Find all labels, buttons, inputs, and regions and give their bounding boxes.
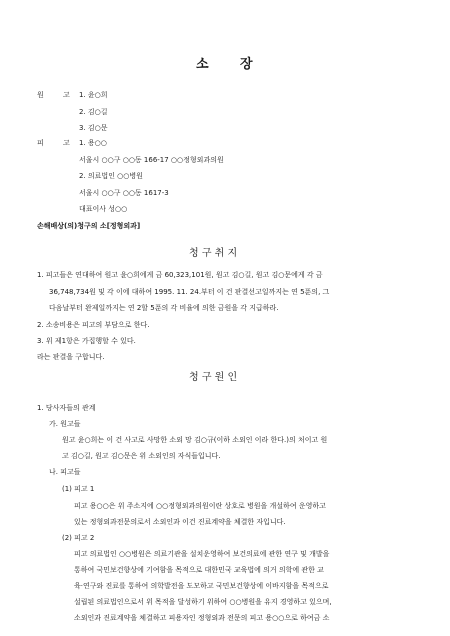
case-name: 손해배상(의)청구의 소[정형외과] bbox=[37, 222, 141, 230]
document-title-char-1: 소 bbox=[196, 57, 209, 72]
claim-purpose-line: 1. 피고들은 연대하여 원고 윤○희에게 금 60,323,101원, 원고 김○길, 원고 김○문에게 각 금 bbox=[37, 271, 323, 279]
plaintiff-1: 1. 윤○희 bbox=[79, 91, 108, 99]
claim-cause-line: 나. 피고들 bbox=[49, 468, 81, 476]
claim-cause-line: 피고 용○○은 위 주소지에 ○○정형외과의원이란 상호로 병원을 개설하여 운영하고 bbox=[74, 502, 326, 510]
claim-purpose-line: 36,748,734원 및 각 이에 대하여 1995. 11. 24.부터 이 건 판결선고일까지는 연 5푼의, 그 bbox=[49, 288, 330, 296]
claim-cause-line: 가. 원고들 bbox=[49, 420, 81, 428]
plaintiff-2: 2. 김○길 bbox=[79, 108, 108, 116]
defendant-2-representative: 대표이사 성○○ bbox=[79, 205, 128, 213]
claim-cause-line: 있는 정형외과전문의로서 소외인과 이건 진료계약을 체결한 자입니다. bbox=[74, 518, 286, 526]
defendant-label-1: 피 bbox=[37, 139, 44, 147]
document-title-char-2: 장 bbox=[240, 57, 253, 72]
defendant-2-address: 서울시 ○○구 ○○동 1617-3 bbox=[79, 189, 169, 197]
claim-cause-line: 피고 의료법인 ○○병원은 의료기관을 설치운영하여 보건의료에 관한 연구 및 개발을 bbox=[74, 550, 330, 558]
plaintiff-3: 3. 김○문 bbox=[79, 124, 108, 132]
claim-cause-line: 설립된 의료법인으로서 위 목적을 달성하기 위하여 ○○병원을 유지 경영하고 있으며, bbox=[74, 598, 332, 606]
claim-purpose-line: 라는 판결을 구합니다. bbox=[37, 353, 105, 361]
plaintiff-label-2: 고 bbox=[63, 91, 70, 99]
claim-purpose-heading: 청 구 취 지 bbox=[189, 248, 238, 259]
claim-cause-line: 1. 당사자들의 관계 bbox=[37, 404, 96, 412]
claim-purpose-line: 2. 소송비용은 피고의 부담으로 한다. bbox=[37, 321, 150, 329]
defendant-label-2: 고 bbox=[63, 139, 70, 147]
plaintiff-label-1: 원 bbox=[37, 91, 44, 99]
claim-cause-line: (2) 피고 2 bbox=[62, 534, 95, 542]
claim-cause-line: 통하여 국민보건향상에 기여함을 목적으로 대한민국 교육법에 의거 의학에 관한 교 bbox=[74, 566, 324, 574]
claim-cause-heading: 청 구 원 인 bbox=[189, 372, 238, 383]
defendant-2: 2. 의료법인 ○○병원 bbox=[79, 172, 143, 180]
defendant-1: 1. 용○○ bbox=[79, 139, 107, 147]
claim-cause-line: 소외인과 진료계약을 체결하고 피용자인 정형외과 전문의 피고 용○○으로 하여금 소 bbox=[74, 614, 330, 622]
defendant-1-address: 서울시 ○○구 ○○동 166-17 ○○정형외과의원 bbox=[79, 156, 224, 164]
claim-cause-line: 육·연구와 진료를 통하여 의학발전을 도모하고 국민보건향상에 이바지함을 목적으로 bbox=[74, 582, 329, 590]
claim-cause-line: 고 김○길, 원고 김○문은 위 소외인의 자식들입니다. bbox=[62, 452, 221, 460]
claim-purpose-line: 다음날부터 완제일까지는 연 2할 5푼의 각 비율에 의한 금원을 각 지급하라. bbox=[49, 304, 279, 312]
claim-cause-line: 원고 윤○희는 이 건 사고로 사망한 소외 망 김○규(이하 소외인 이라 한다.)의 처이고 원 bbox=[62, 436, 328, 444]
claim-cause-line: (1) 피고 1 bbox=[62, 485, 95, 493]
claim-purpose-line: 3. 위 제1항은 가집행할 수 있다. bbox=[37, 337, 136, 345]
